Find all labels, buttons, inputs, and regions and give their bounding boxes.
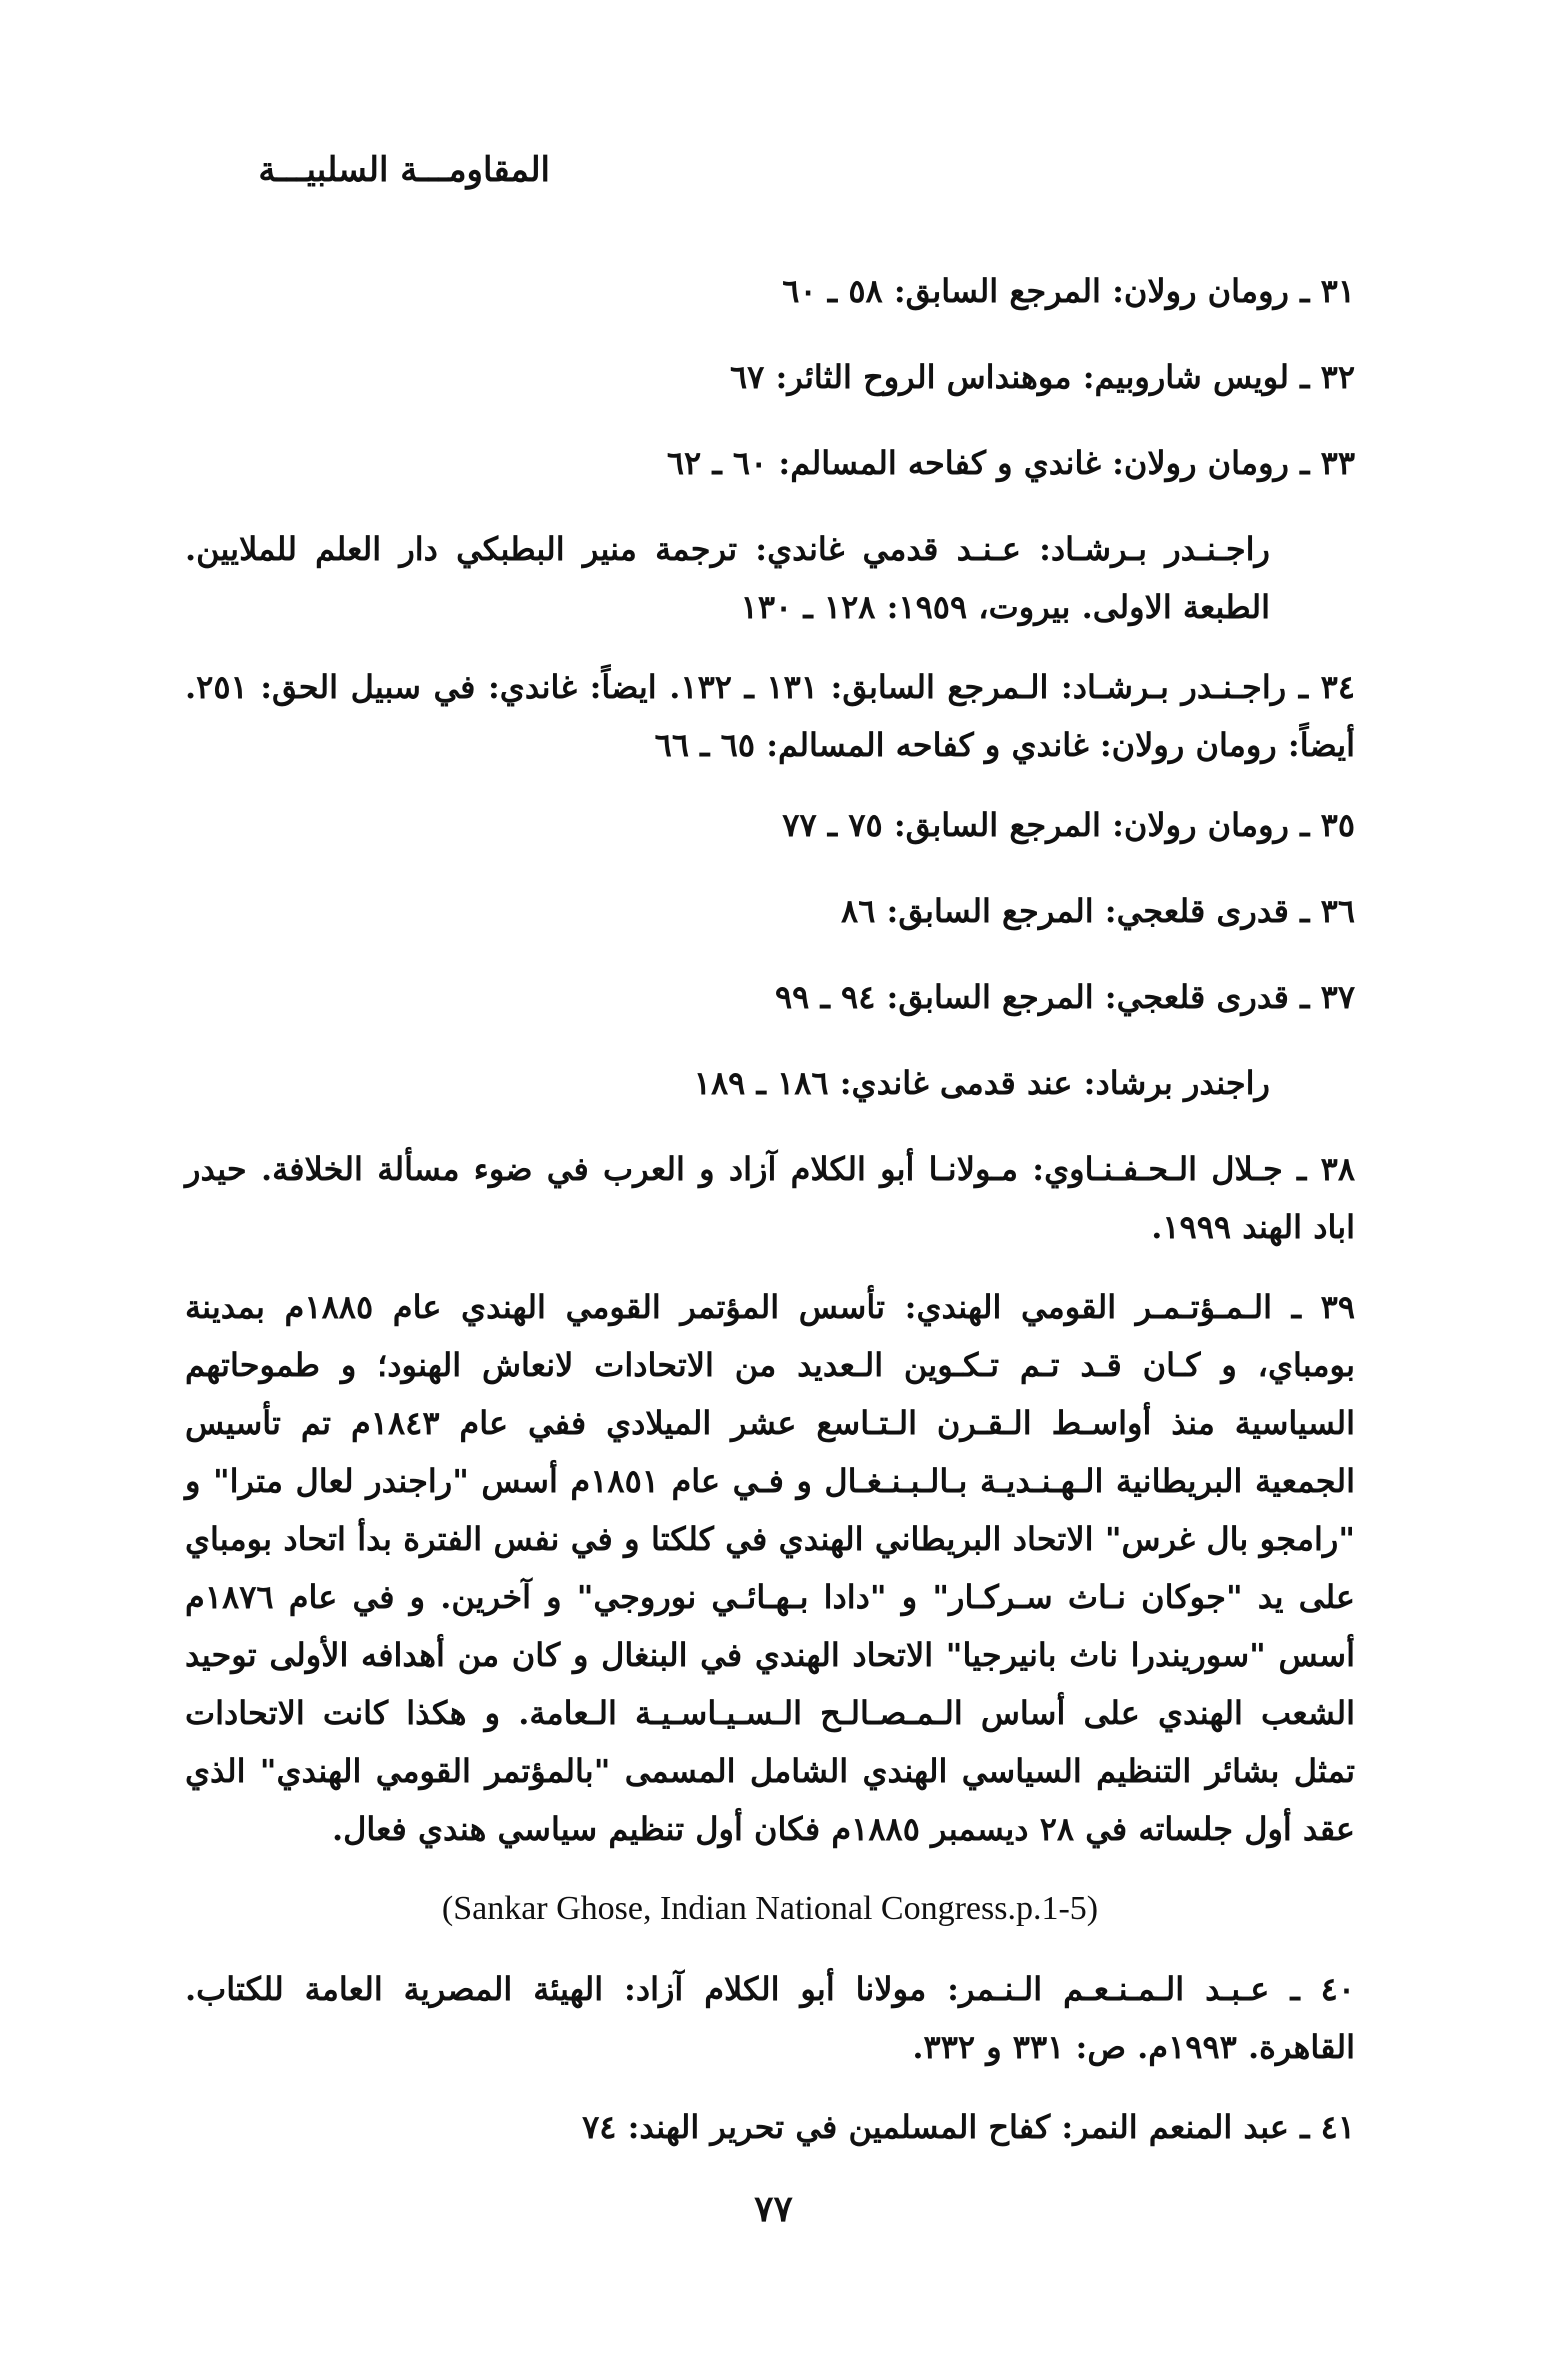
footnote-33-continuation: راجـنـدر بـرشـاد: عـنـد قدمي غاندي: ترجمة منير البطبكي دار العلم للملايين. الطبعة الاولى. بيروت، ١٩٥٩: ١٢٨ ـ ١٣٠ — [185, 530, 1271, 626]
page-number: ٧٧ — [754, 2188, 793, 2230]
footnote-36: ٣٦ ـ قدرى قلعجي: المرجع السابق: ٨٦ — [841, 892, 1355, 930]
footnote-38: ٣٨ ـ جـلال الـحـفـنـاوي: مـولانـا أبو الكلام آزاد و العرب في ضوء مسألة الخلافة. حيدر اباد الهند ١٩٩٩. — [185, 1150, 1355, 1246]
footnote-34: ٣٤ ـ راجـنـدر بـرشـاد: الـمرجع السابق: ١٣١ ـ ١٣٢. ايضاً: غاندي: في سبيل الحق: ٢٥١. أيضاً: رومان رولان: غاندي و كفاحه المسالم: ٦٥ ـ ٦٦ — [185, 668, 1356, 764]
footnotes-section — [185, 262, 1355, 2184]
footnote-37: ٣٧ ـ قدرى قلعجي: المرجع السابق: ٩٤ ـ ٩٩ — [774, 978, 1355, 1016]
running-header: المقاومـــة السلبيـــة — [258, 150, 550, 190]
footnote-37-continuation: راجندر برشاد: عند قدمى غاندي: ١٨٦ ـ ١٨٩ — [693, 1064, 1270, 1102]
footnote-35: ٣٥ ـ رومان رولان: المرجع السابق: ٧٥ ـ ٧٧ — [782, 806, 1355, 844]
footnote-39-citation: (Sankar Ghose, Indian National Congress.p.1-5) — [441, 1890, 1099, 1927]
footnote-32: ٣٢ ـ لويس شاروبيم: موهنداس الروح الثائر: ٦٧ — [729, 358, 1355, 396]
footnote-39: ٣٩ ـ الـمـؤتـمـر القومي الهندي: تأسس المؤتمر القومي الهندي عام ١٨٨٥م بمدينة بومباي، و كـان قـد تـم تـكـوين الـعديد من الاتحادات لانعاش الهنود؛ و طموحاتهم السياسية منذ أواسـط الـقـرن الـتـاسع عشر الميلادي ففي عام ١٨٤٣م تم تأسيس الجمعية البريطانية الـهـنـديـة بـالـبـنـغـال و فـي عام ١٨٥١م أسس "راجندر لعال مترا" و "رامجو بال غرس" الاتحاد البريطاني الهندي في كلكتا و في نفس الفترة بدأ اتحاد بومباي على يد "جوكان نـاث سـركـار" و "دادا بـهـائـي نوروجي" و آخرين. و في عام ١٨٧٦م أسس "سوريندرا ناث بانيرجيا" الاتحاد الهندي في البنغال و كان من أهدافه الأولى توحيد الشعب الهندي على أساس الـمـصـالـح الـسـيـاسـيـة الـعامة. و هكذا كانت الاتحادات تمثل بشائر التنظيم السياسي الهندي الشامل المسمى "بالمؤتمر القومي الهندي" الذي عقد أول جلساته في ٢٨ ديسمبر ١٨٨٥م فكان أول تنظيم سياسي هندي فعال. — [185, 1288, 1356, 1848]
footnote-33: ٣٣ ـ رومان رولان: غاندي و كفاحه المسالم: ٦٠ ـ ٦٢ — [666, 444, 1355, 482]
footnote-41: ٤١ ـ عبد المنعم النمر: كفاح المسلمين في تحرير الهند: ٧٤ — [582, 2108, 1355, 2146]
footnote-31: ٣١ ـ رومان رولان: المرجع السابق: ٥٨ ـ ٦٠ — [782, 272, 1355, 310]
footnote-40: ٤٠ ـ عـبـد الـمـنـعـم الـنـمر: مولانا أبو الكلام آزاد: الهيئة المصرية العامة للكتاب. القاهرة. ١٩٩٣م. ص: ٣٣١ و ٣٣٢. — [185, 1970, 1355, 2066]
